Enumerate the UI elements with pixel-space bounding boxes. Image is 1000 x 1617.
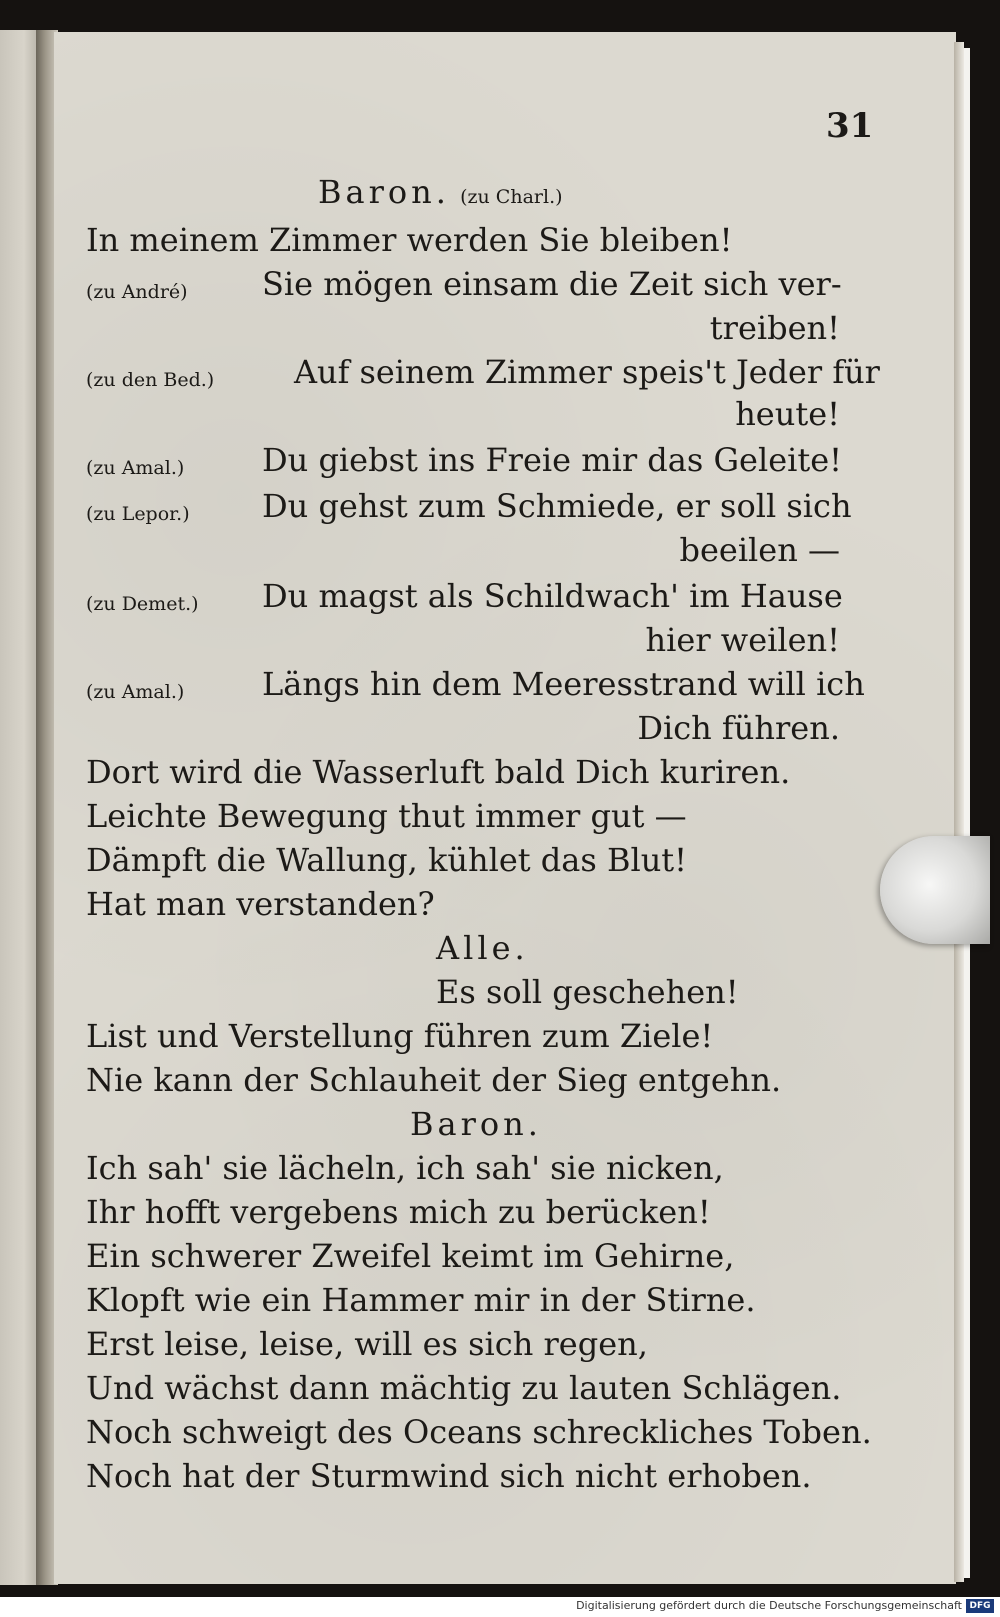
dfg-logo: DFG (966, 1599, 994, 1613)
verse-line: Erst leise, leise, will es sich regen, (86, 1325, 648, 1363)
stage-direction: (zu Lepor.) (86, 503, 190, 525)
speaker-line (318, 172, 563, 217)
stage-direction: (zu Amal.) (86, 457, 185, 479)
page-number: 31 (826, 106, 874, 146)
verse-line-continuation: treiben! (709, 309, 840, 347)
stage-direction: (zu Amal.) (86, 681, 185, 703)
verse-line-continuation: beeilen — (679, 531, 840, 569)
speaker-name: Baron. (318, 173, 450, 211)
verse-line: Noch schweigt des Oceans schreckliches Toben. (86, 1413, 872, 1451)
verse-line: Es soll geschehen! (436, 973, 739, 1011)
stage-direction: (zu André) (86, 281, 188, 303)
verse-line-continuation: hier weilen! (645, 621, 840, 659)
verse-line: Ein schwerer Zweifel keimt im Gehirne, (86, 1237, 735, 1275)
stage-direction: (zu Demet.) (86, 593, 199, 615)
stage-direction: (zu den Bed.) (86, 369, 215, 391)
verse-line: In meinem Zimmer werden Sie bleiben! (86, 221, 733, 259)
verse-line: Du magst als Schildwach' im Hause (262, 577, 843, 615)
verse-line: Sie mögen einsam die Zeit sich ver- (262, 265, 842, 303)
verse-line: Nie kann der Schlauheit der Sieg entgehn. (86, 1061, 782, 1099)
speaker-name: Baron. (410, 1105, 542, 1143)
verse-line: Auf seinem Zimmer speis't Jeder für (294, 353, 880, 391)
verse-line: List und Verstellung führen zum Ziele! (86, 1017, 714, 1055)
verse-line: Noch hat der Sturmwind sich nicht erhoben. (86, 1457, 812, 1495)
verse-line: Klopft wie ein Hammer mir in der Stirne. (86, 1281, 756, 1319)
verse-line: Ich sah' sie lächeln, ich sah' sie nicken, (86, 1149, 724, 1187)
verse-line-continuation: Dich führen. (637, 709, 840, 747)
verse-line: Ihr hofft vergebens mich zu berücken! (86, 1193, 711, 1231)
verse-line: Dort wird die Wasserluft bald Dich kuriren. (86, 753, 791, 791)
funding-credit: Digitalisierung gefördert durch die Deutsche Forschungsgemeinschaft (576, 1599, 962, 1612)
digitization-footer (0, 1597, 1000, 1617)
stage-direction: (zu Charl.) (460, 186, 563, 208)
verse-line: Längs hin dem Meeresstrand will ich (262, 665, 865, 703)
verse-line: Du gehst zum Schmiede, er soll sich (262, 487, 852, 525)
verse-line: Leichte Bewegung thut immer gut — (86, 797, 687, 835)
speaker-name: Alle. (436, 929, 529, 967)
verse-line: Dämpft die Wallung, kühlet das Blut! (86, 841, 688, 879)
verse-line: Hat man verstanden? (86, 885, 435, 923)
verse-line-continuation: heute! (735, 395, 840, 433)
verse-line: Du giebst ins Freie mir das Geleite! (262, 441, 843, 479)
verse-line: Und wächst dann mächtig zu lauten Schlägen. (86, 1369, 842, 1407)
